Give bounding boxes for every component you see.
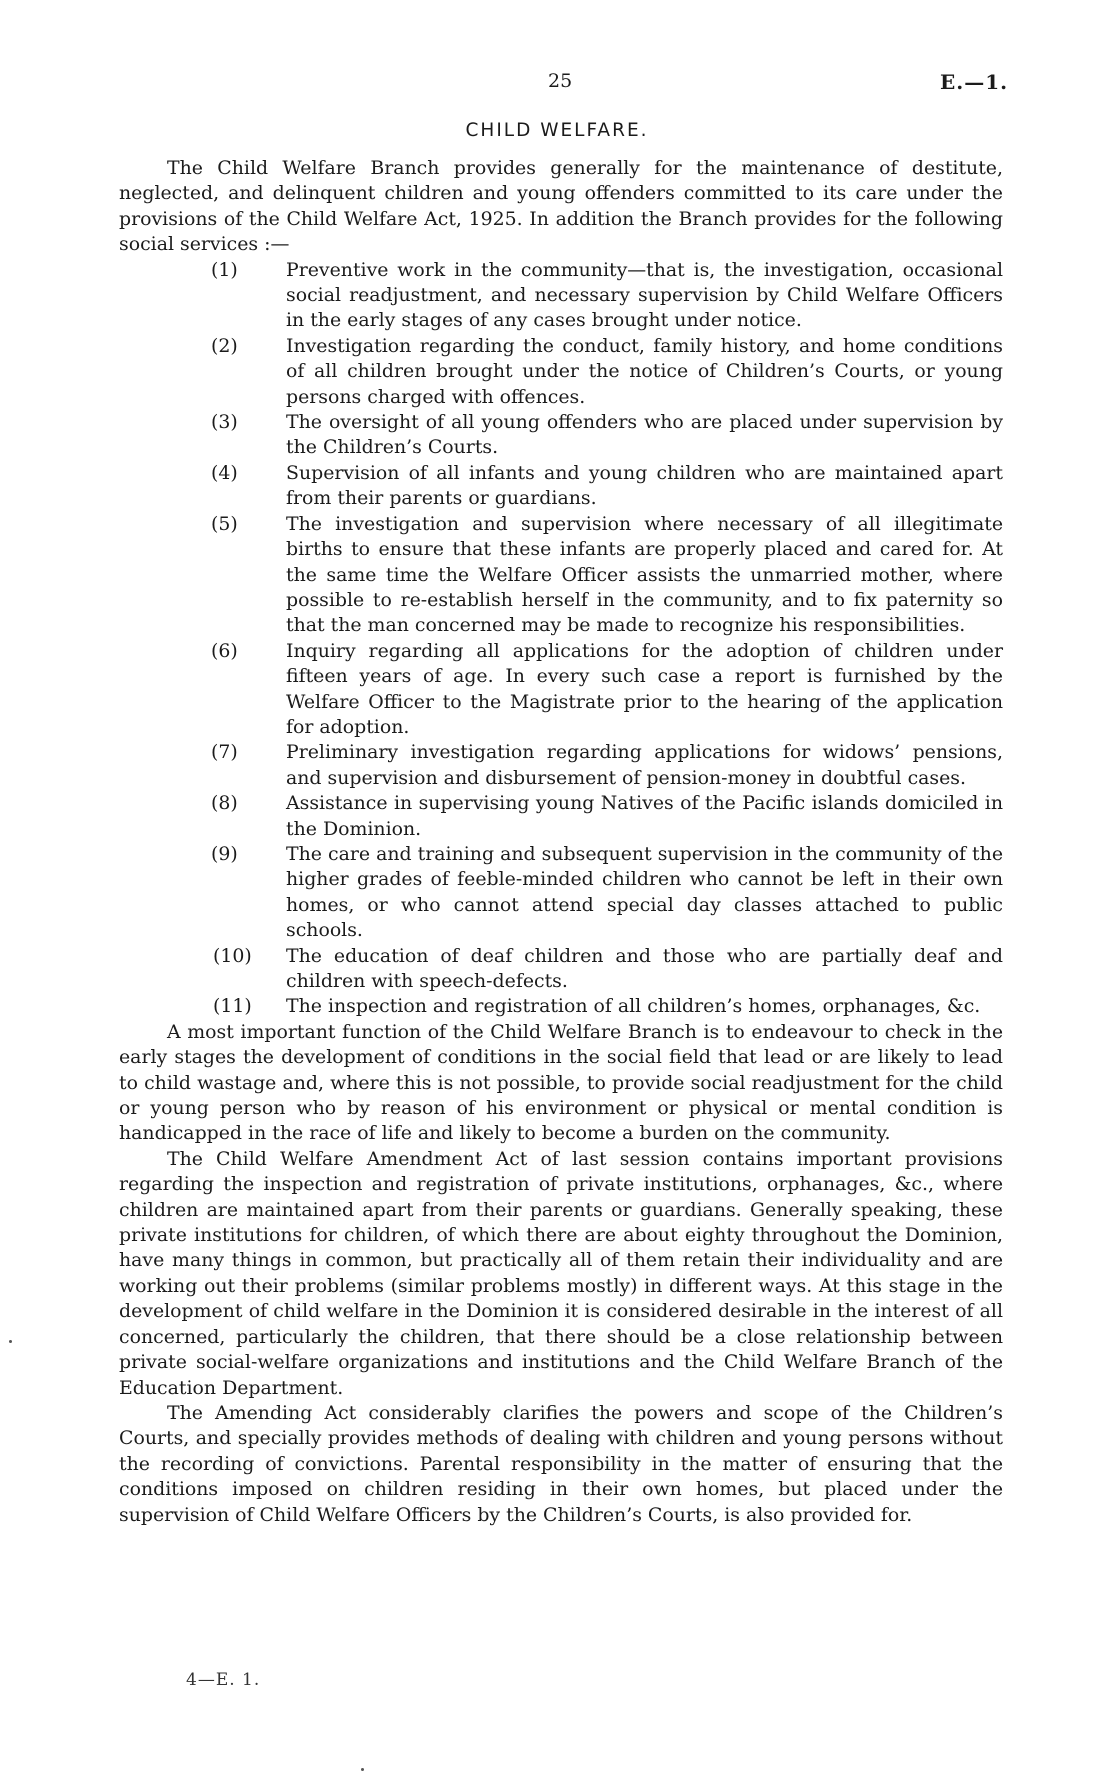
list-item-number: (7): [211, 741, 238, 764]
section-title: CHILD WELFARE.: [465, 120, 649, 141]
section-body: [119, 156, 1003, 1528]
list-item-number: (11): [213, 995, 252, 1018]
list-item: [119, 842, 1003, 944]
intro-paragraph: The Child Welfare Branch provides generally for the maintenance of destitute, neglected, and delinquent children and young offenders committed to its care under the provisions of the Child Welfare Act, 1925. In addition the Branch provides for the following social services :—: [119, 157, 1003, 256]
list-item-text: The care and training and subsequent supervision in the community of the higher grades of feeble-minded children who cannot be left in their own homes, or who cannot attend special day classes attached to public schools.: [286, 842, 1003, 942]
list-item-text: Assistance in supervising young Natives of the Pacific islands domiciled in the Dominion.: [286, 792, 1003, 840]
signature-reference: 4—E. 1.: [186, 1670, 261, 1690]
body-paragraph: The Child Welfare Amendment Act of last session contains important provisions regarding the inspection and registration of private institutions, orphanages, &c., where children are maintained apart from their parents or guardians. Generally speaking, these private institutions for children, of which there are about eighty throughout the Dominion, have many things in common, but practically all of them retain their individuality and are working out their problems (similar problems mostly) in different ways. At this stage in the development of child welfare in the Dominion it is considered desirable in the interest of all concerned, particularly the children, that there should be a close relationship between private social-welfare organizations and institutions and the Child Welfare Branch of the Education Department.: [119, 1147, 1003, 1399]
list-item: [119, 334, 1003, 410]
list-item-number: (9): [211, 842, 238, 865]
list-item: [119, 639, 1003, 741]
list-item-text: Inquiry regarding all applications for the adoption of children under fifteen years of age. In every such case a report is furnished by the Welfare Officer to the Magistrate prior to the hearing of the application for adoption.: [286, 639, 1003, 738]
list-item-text: The oversight of all young offenders who are placed under supervision by the Children’s Courts.: [286, 411, 1003, 459]
list-item-text: Investigation regarding the conduct, family history, and home conditions of all children brought under the notice of Children’s Courts, or young persons charged with offences.: [286, 334, 1003, 408]
list-item-number: (4): [211, 461, 238, 484]
list-item-number: (6): [211, 639, 238, 662]
list-item: [119, 944, 1003, 995]
body-paragraph: A most important function of the Child Welfare Branch is to endeavour to check in the early stages the development of conditions in the social field that lead or are likely to lead to child wastage and, where this is not possible, to provide social readjustment for the child or young person who by reason of his environment or physical or mental condition is handicapped in the race of life and likely to become a burden on the community.: [119, 1020, 1003, 1145]
list-item-number: (1): [211, 258, 238, 281]
list-item-text: The inspection and registration of all children’s homes, orphanages, &c.: [286, 995, 981, 1018]
list-item: [119, 740, 1003, 791]
list-item-text: Supervision of all infants and young children who are maintained apart from their parents or guardians.: [286, 461, 1003, 510]
list-item-text: The education of deaf children and those who are partially deaf and children with speech-defects.: [286, 944, 1003, 992]
list-item-text: The investigation and supervision where necessary of all illegitimate births to ensure that these infants are properly placed and cared for. At the same time the Welfare Officer assists the unmarried mother, where possible to re-establish herself in the community, and to fix paternity so that the man concerned may be made to recognize his responsibilities.: [286, 512, 1003, 637]
body-paragraph: The Amending Act considerably clarifies the powers and scope of the Children’s Courts, and specially provides methods of dealing with children and young persons without the recording of convictions. Parental responsibility in the matter of ensuring that the conditions imposed on children residing in their own homes, but placed under the supervision of Child Welfare Officers by the Children’s Courts, is also provided for.: [119, 1401, 1003, 1526]
page-number: 25: [548, 70, 573, 92]
list-item-number: (3): [211, 411, 238, 434]
list-item-text: Preventive work in the community—that is, the investigation, occasional social readjustment, and necessary supervision by Child Welfare Officers in the early stages of any cases brought under notice.: [286, 258, 1003, 332]
document-reference: E.—1.: [940, 70, 1009, 94]
list-item: [119, 512, 1003, 639]
list-item: [119, 461, 1003, 512]
list-item: [119, 994, 1003, 1019]
list-item-number: (10): [213, 944, 252, 967]
services-list: [119, 258, 1003, 1020]
scan-speck: [361, 1768, 364, 1771]
list-item-number: (5): [211, 512, 238, 535]
list-item-number: (2): [211, 334, 238, 357]
list-item: [119, 791, 1003, 842]
list-item: [119, 258, 1003, 334]
scan-speck: [9, 1340, 12, 1343]
list-item-text: Preliminary investigation regarding applications for widows’ pensions, and supervision and disbursement of pension-money in doubtful cases.: [286, 741, 1003, 789]
list-item-number: (8): [211, 792, 238, 815]
list-item: [119, 410, 1003, 461]
